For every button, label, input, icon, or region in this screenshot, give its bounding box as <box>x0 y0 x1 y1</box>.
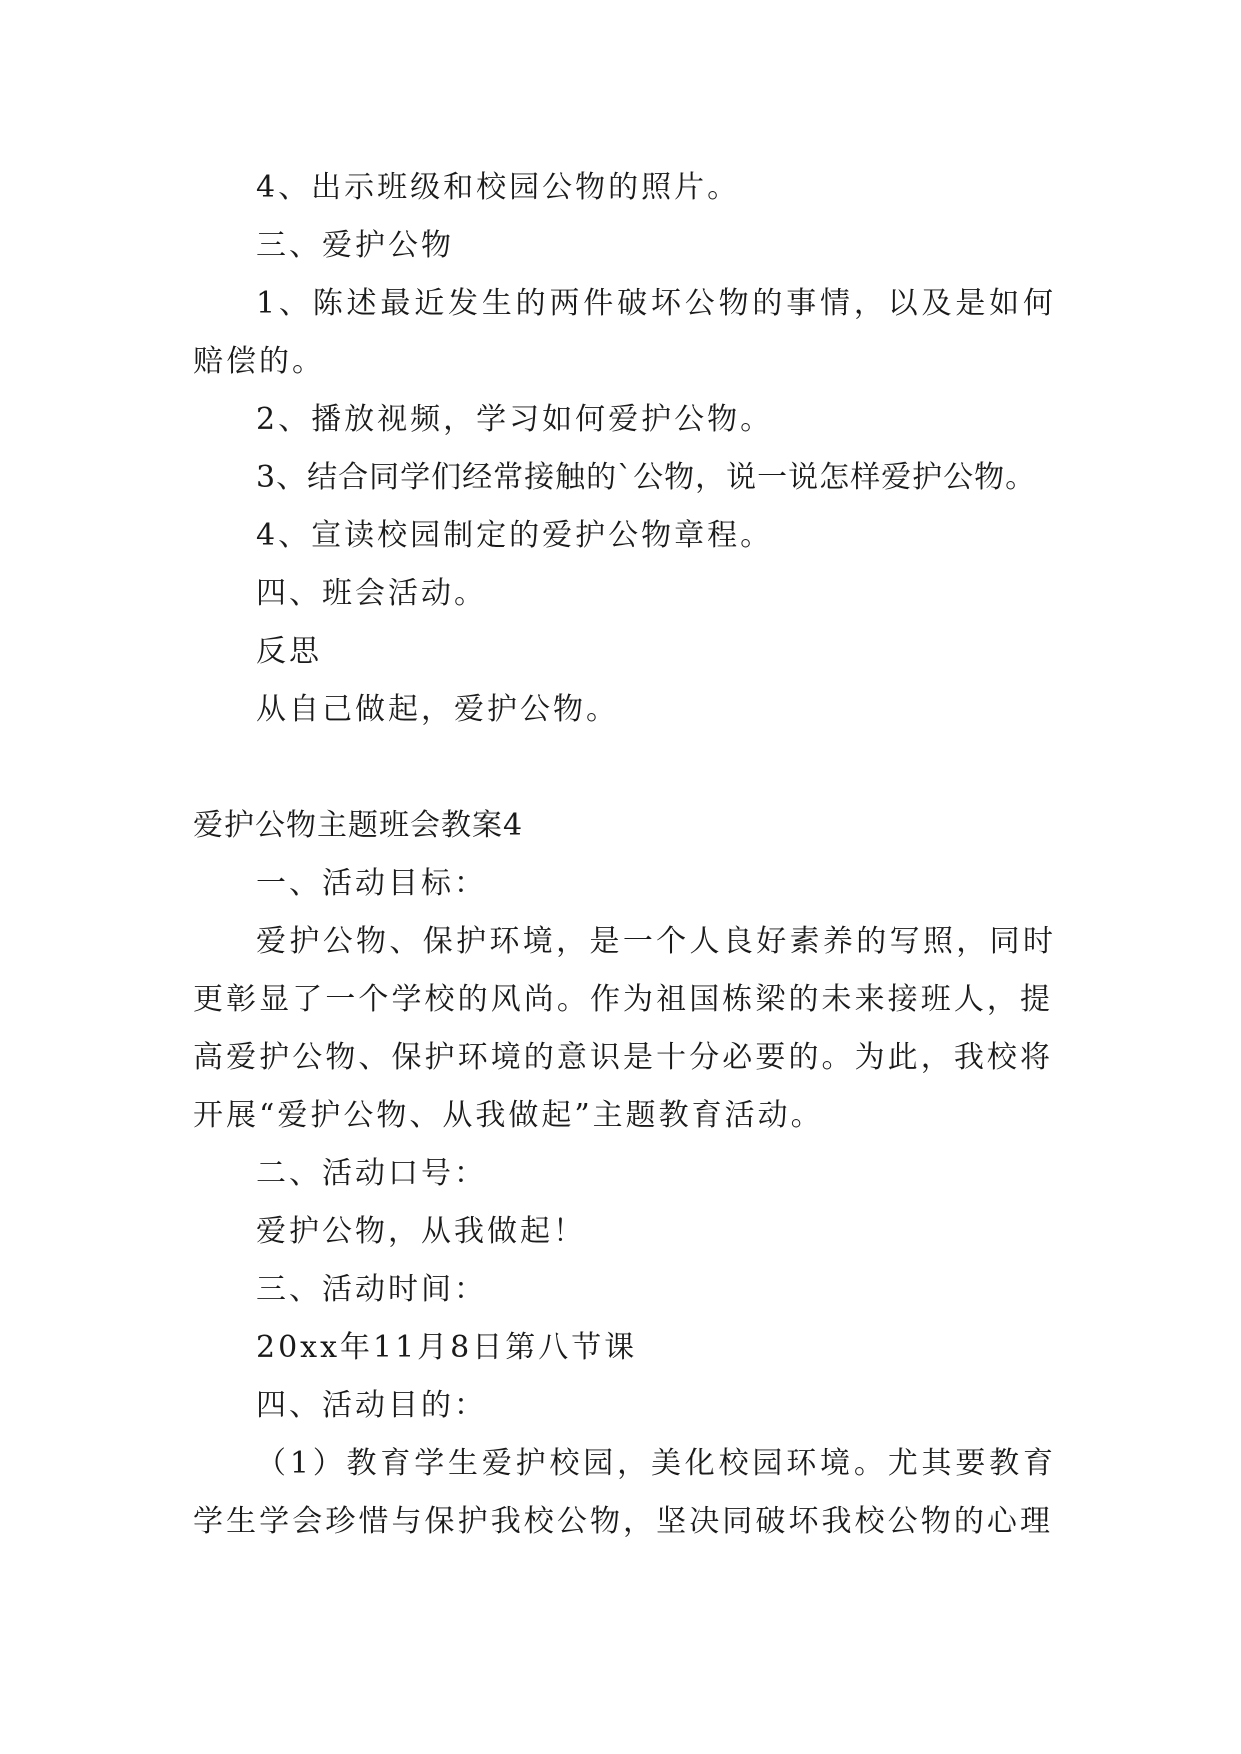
paragraph-line: （1）教育学生爱护校园，美化校园环境。尤其要教育 <box>256 1446 1056 1481</box>
section-heading: 一、活动目标： <box>256 866 487 901</box>
list-item: 4、出示班级和校园公物的照片。 <box>256 170 741 205</box>
list-item-continuation: 赔偿的。 <box>193 344 325 379</box>
paragraph: 从自己做起，爱护公物。 <box>256 692 619 727</box>
section-heading: 三、活动时间： <box>256 1272 487 1307</box>
list-item: 4、宣读校园制定的爱护公物章程。 <box>256 518 774 553</box>
section-heading: 三、爱护公物 <box>256 228 454 263</box>
list-item: 1、陈述最近发生的两件破坏公物的事情，以及是如何 <box>256 286 1056 321</box>
document-title: 爱护公物主题班会教案4 <box>193 808 524 843</box>
paragraph: 20xx年11月8日第八节课 <box>256 1330 638 1365</box>
paragraph-line: 学生学会珍惜与保护我校公物，坚决同破坏我校公物的心理 <box>193 1504 1053 1539</box>
paragraph: 爱护公物，从我做起！ <box>256 1214 586 1249</box>
section-heading: 反思 <box>256 634 322 669</box>
section-heading: 四、班会活动。 <box>256 576 487 611</box>
list-item: 3、结合同学们经常接触的`公物，说一说怎样爱护公物。 <box>256 460 1037 495</box>
paragraph-line: 更彰显了一个学校的风尚。作为祖国栋梁的未来接班人，提 <box>193 982 1053 1017</box>
paragraph-line: 开展“爱护公物、从我做起”主题教育活动。 <box>193 1098 824 1133</box>
section-heading: 四、活动目的： <box>256 1388 487 1423</box>
section-heading: 二、活动口号： <box>256 1156 487 1191</box>
list-item: 2、播放视频，学习如何爱护公物。 <box>256 402 774 437</box>
paragraph-line: 高爱护公物、保护环境的意识是十分必要的。为此，我校将 <box>193 1040 1053 1075</box>
paragraph-line: 爱护公物、保护环境，是一个人良好素养的写照，同时 <box>256 924 1056 959</box>
